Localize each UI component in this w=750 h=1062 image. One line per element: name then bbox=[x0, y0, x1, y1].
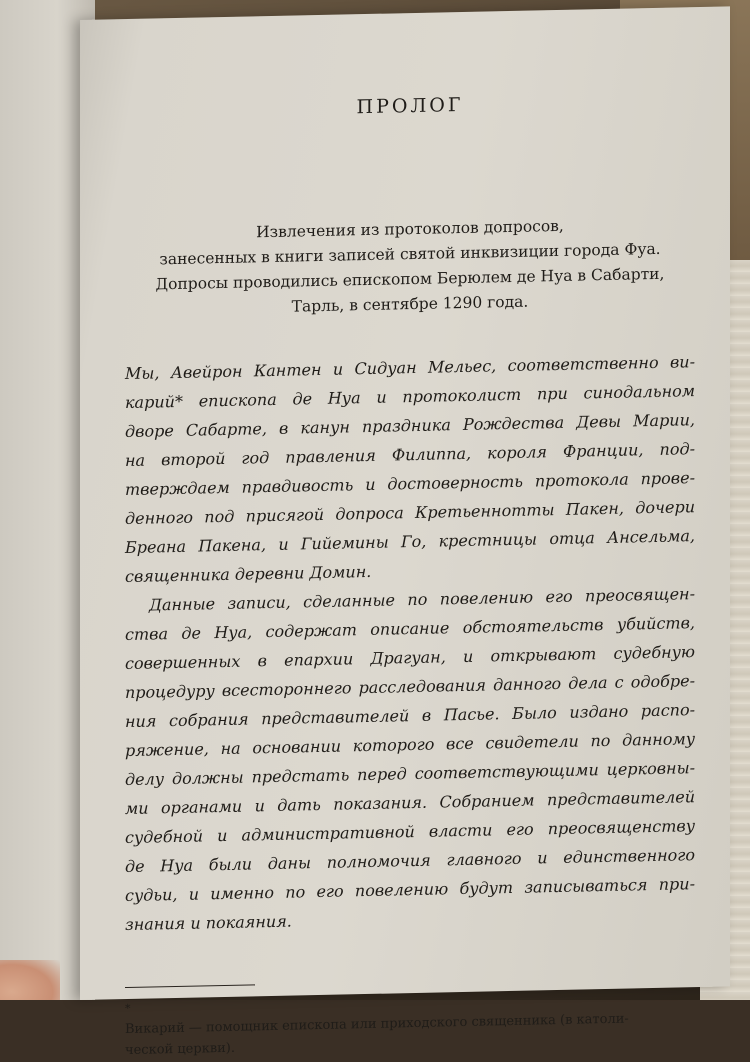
text-line: дворе Сабарте, в канун праздника Рождества Девы Марии, bbox=[125, 410, 695, 442]
text-line: Бреана Пакена, и Гийемины Го, крестницы отца Ансельма, bbox=[125, 526, 695, 558]
footnote-text: Викарий — помощник епископа или приходского священника (в католи- bbox=[125, 1011, 629, 1038]
footnote-mark: * bbox=[125, 1001, 131, 1016]
text-line: процедуру всестороннего расследования данного дела с одобре- bbox=[125, 671, 695, 703]
footnote-divider bbox=[125, 984, 255, 988]
finger bbox=[0, 960, 60, 1000]
text-line: де Нуа были даны полномочия главного и единственного bbox=[125, 845, 695, 877]
intro-line: Допросы проводились епископом Берюлем де Нуа в Сабарти, bbox=[155, 264, 665, 294]
text-line: судьи, и именно по его повелению будут записываться при- bbox=[125, 874, 695, 906]
footnote-line: ческой церкви). bbox=[125, 1040, 236, 1059]
chapter-title: ПРОЛОГ bbox=[356, 93, 464, 119]
text-line: на второй год правления Филиппа, короля Франции, под- bbox=[125, 439, 695, 471]
paragraph-2 bbox=[125, 579, 695, 939]
text-line: ми органами и дать показания. Собранием представителей bbox=[125, 787, 695, 819]
text-line: тверждаем правдивость и достоверность протокола прове- bbox=[125, 468, 695, 500]
text-line: карий* епископа де Нуа и протоколист при синодальном bbox=[125, 381, 695, 413]
text-line: ства де Нуа, содержат описание обстоятельств убийств, bbox=[125, 613, 695, 645]
intro-line: Извлечения из протоколов допросов, bbox=[256, 216, 564, 242]
text-line: судебной и административной власти его преосвященству bbox=[125, 816, 695, 848]
text-line: Мы, Авейрон Кантен и Сидуан Мельес, соответственно ви- bbox=[125, 352, 695, 384]
footnote bbox=[125, 986, 695, 1061]
text-line: делу должны предстать перед соответствующими церковны- bbox=[125, 758, 695, 790]
text-line: ряжение, на основании которого все свидетели по данному bbox=[125, 729, 695, 761]
intro-block bbox=[125, 211, 695, 323]
book-page bbox=[80, 6, 730, 1059]
page-content bbox=[125, 89, 695, 1061]
text-line: совершенных в епархии Драгуан, и открывают судебную bbox=[125, 642, 695, 674]
text-line: денного под присягой допроса Кретьеннотты Пакен, дочери bbox=[125, 497, 695, 529]
paragraph-1 bbox=[125, 347, 695, 591]
text-line: священника деревни Домин. bbox=[125, 561, 372, 587]
text-line: знания и покаяния. bbox=[125, 911, 292, 935]
intro-line: Тарль, в сентябре 1290 года. bbox=[291, 292, 529, 316]
intro-line: занесенных в книги записей святой инквизиции города Фуа. bbox=[159, 239, 661, 269]
text-line: Данные записи, сделанные по повелению его преосвящен- bbox=[149, 584, 695, 615]
text-line: ния собрания представителей в Пасье. Было издано распо- bbox=[125, 700, 695, 732]
